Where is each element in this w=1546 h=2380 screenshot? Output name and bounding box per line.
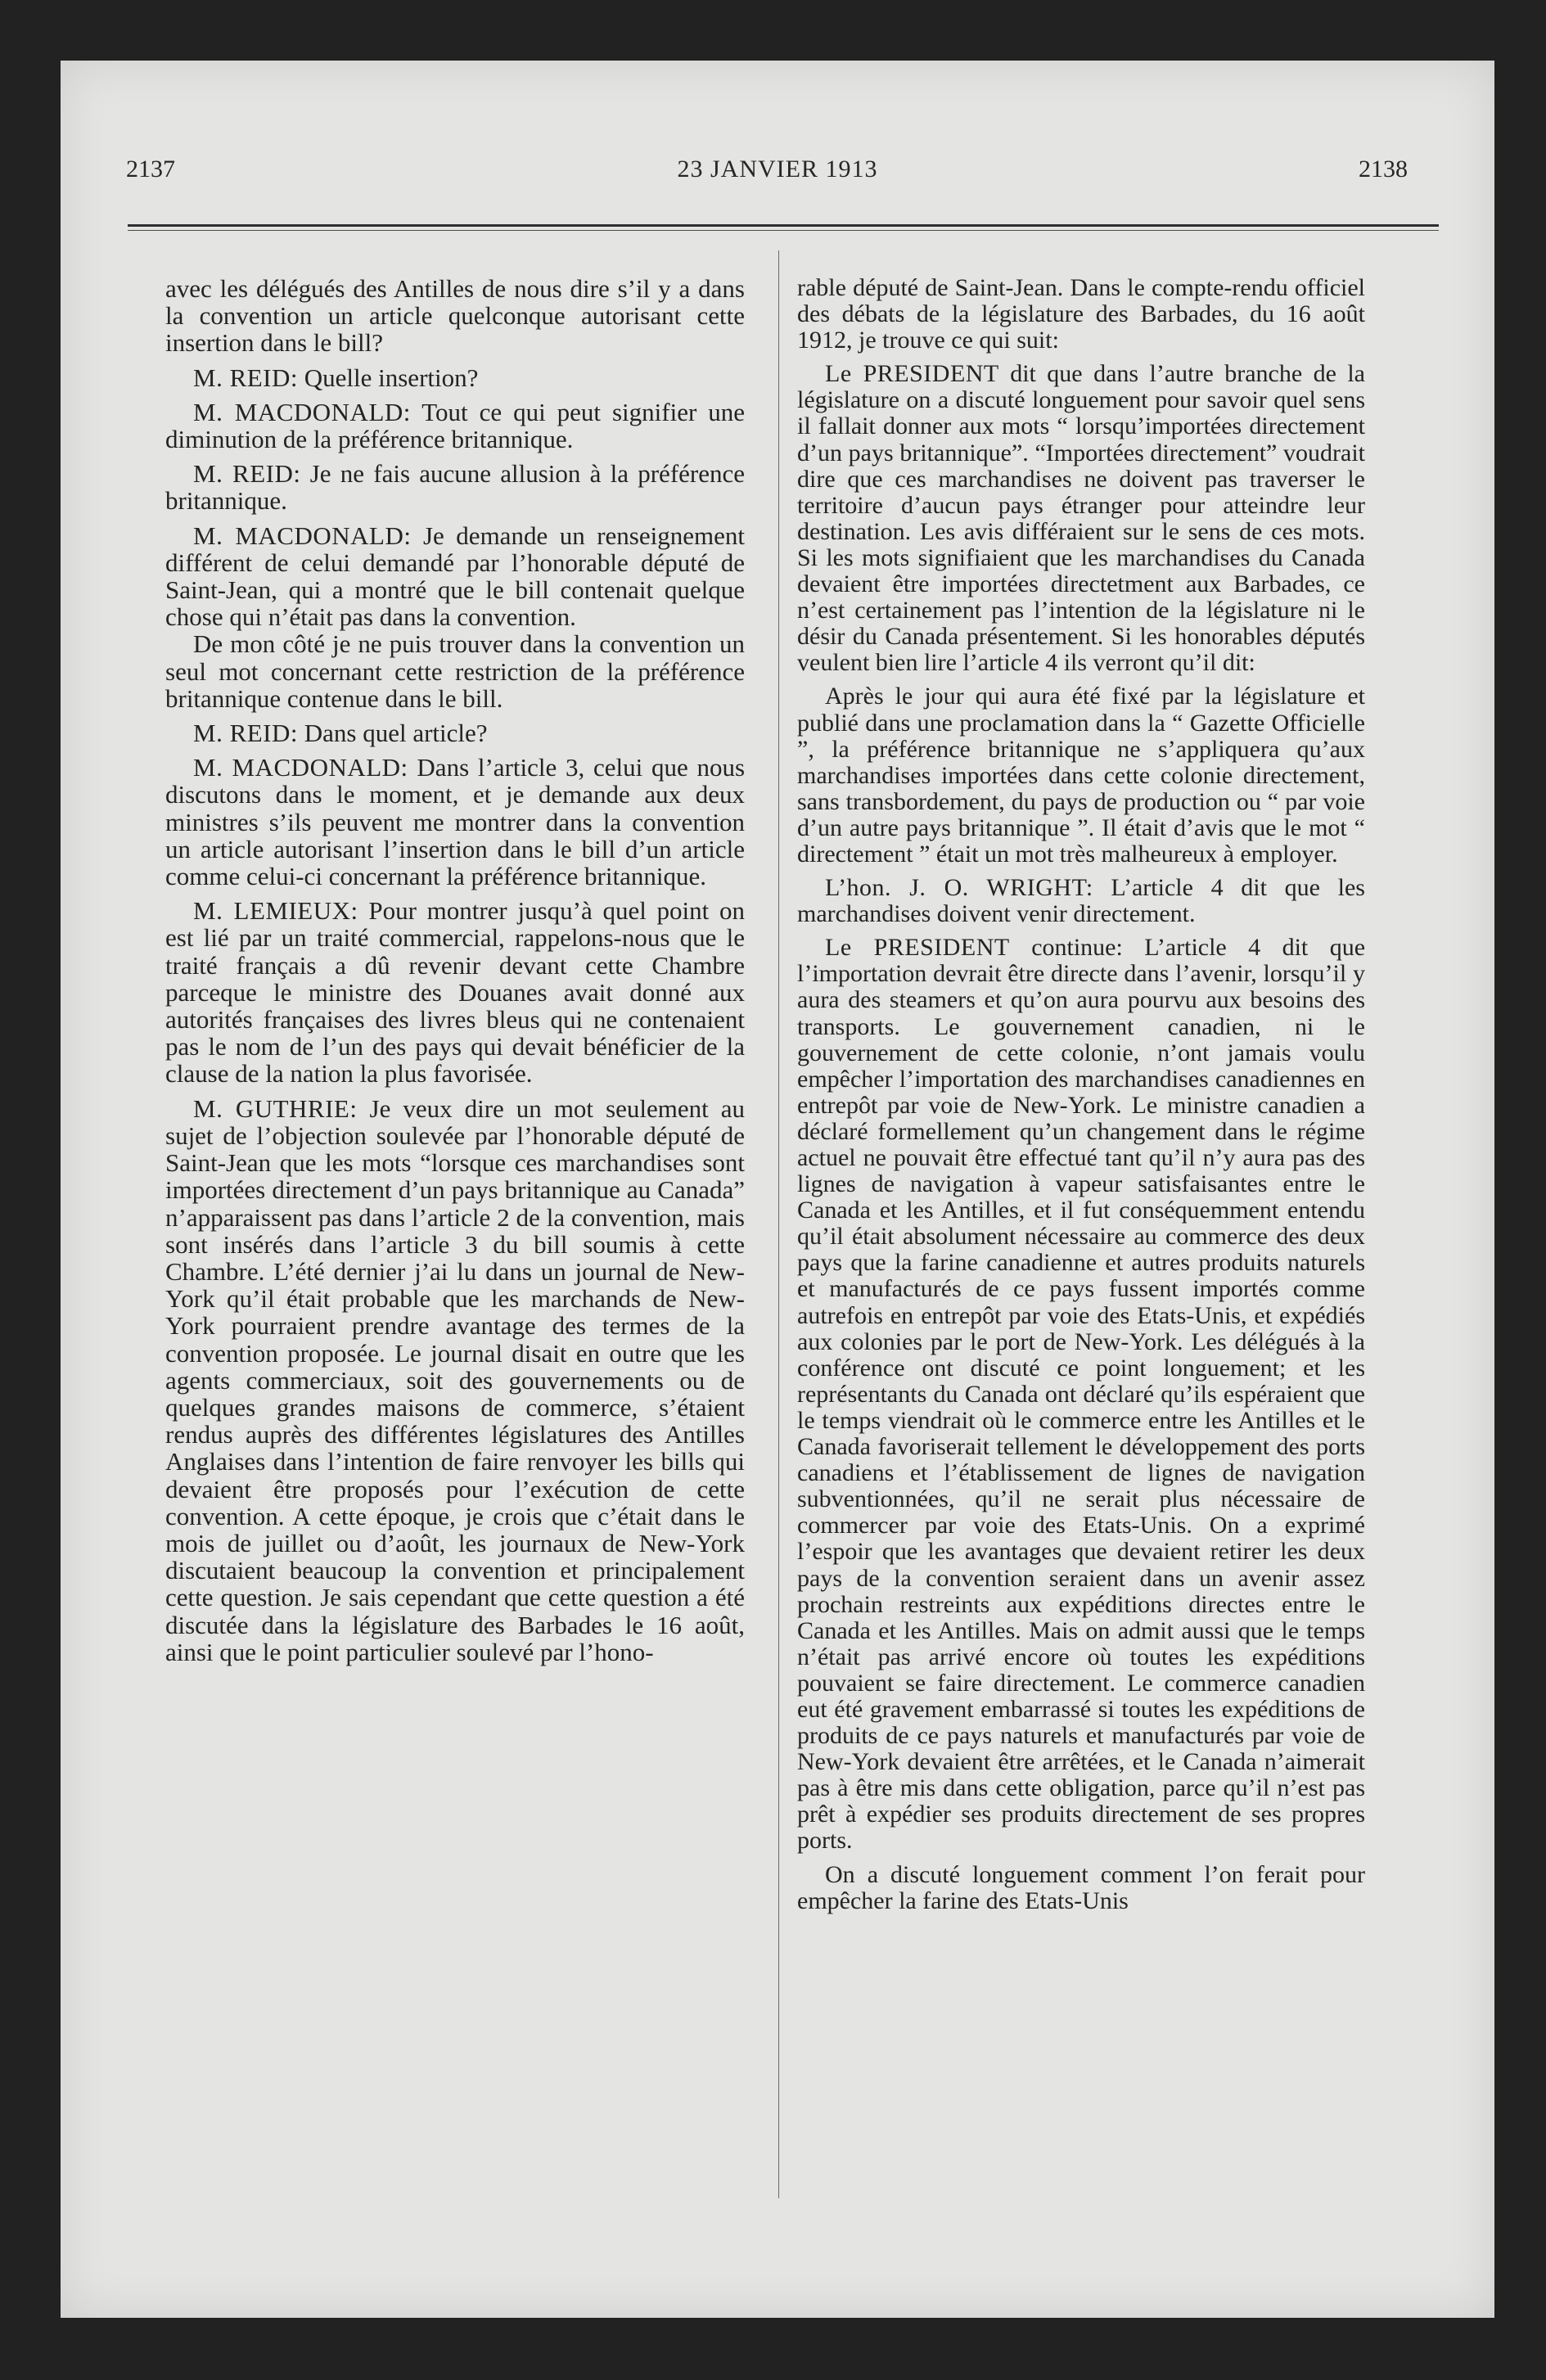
paragraph [165,630,745,712]
paragraph [797,875,1365,927]
paragraph-text: Je ne fais aucune allusion à la préférence britannique. [165,459,746,516]
speaker-name: M. MACDONALD: [193,397,411,426]
paragraph-text: De mon côté je ne puis trouver dans la convention un seul mot concernant cette restriction de la préférence britannique contenue dans le bill. [165,629,745,713]
paragraph-text: Dans quel article? [304,719,488,748]
paragraph [165,364,745,391]
paragraph [165,275,745,357]
page-header [61,61,1494,208]
paragraph-text: On a discuté longuement comment l’on ferait pour empêcher la farine des Etats-Unis [797,1860,1365,1914]
paragraph-text: avec les délégués des Antilles de nous dire s’il y a dans la convention un article quelconque autorisant cette insertion dans le bill? [165,274,745,358]
paragraph-text: dit que dans l’autre branche de la législature on a discuté longuement pour savoir quel sens il fallait donner aux mots “ lorsqu’importées directement d’un pays britannique”. “Importées directement” voudrait dire que ces marchandises ne doivent pas traverser le territoire d’aucun pays étranger pour atteindre leur destination. Les avis différaient sur le sens de ces mots. Si les mots signifiaient que les marchandises du Canada devaient être importées directetment aux Barbades, ce n’est certainement pas l’intention de la législature ni le désir du Canada présentement. Si les honorables députés veulent bien lire l’article 4 ils verront qu’il dit: [797,360,1365,677]
paragraph-text: Pour montrer jusqu’à quel point on est lié par un traité commercial, rappelons-nous que le traité français a dû revenir devant cette Chambre parceque le ministre des Douanes avait donné aux autorités françaises des livres bleus qui ne contenaient pas le nom de l’un des pays qui devait bénéficier de la clause de la nation la plus favorisée. [165,896,745,1089]
paragraph-text: rable député de Saint-Jean. Dans le compte-rendu officiel des débats de la législature des Barbades, du 16 août 1912, je trouve ce qui suit: [797,274,1365,354]
paragraph-text: continue: L’article 4 dit que l’importation devrait être directe dans l’avenir, lorsqu’il y aura des steamers et qu’on aura pourvu aux besoins des transports. Le gouvernement canadien, ni le gouvernement de cette colonie, n’ont jamais voulu empêcher l’importation des marchandises canadiennes en entrepôt par voie de New-York. Le ministre canadien a déclaré formellement qu’un changement dans le régime actuel ne pouvait être effectué tant qu’il n’y aura pas des lignes de navigation à vapeur satisfaisantes entre le Canada et les Antilles, et il fut conséquemment entendu qu’il était absolument nécessaire au commerce des deux pays que la farine canadienne et autres produits naturels et manufacturés de ce pays fussent importés comme autrefois en entrepôt par voie des Etats-Unis, et expédiés aux colonies par le port de New-York. Les délégués à la conférence ont discuté ce point longuement; et les représentants du Canada ont déclaré qu’ils espéraient que le temps viendrait où le commerce entre les Antilles et le Canada favoriserait tellement le développement des ports canadiens et l’établissement de lignes de navigation subventionnées, qu’il ne serait plus nécessaire de commercer par voie des Etats-Unis. On a exprimé l’espoir que les avantages que devaient retirer les deux pays de la convention seraient dans un avenir assez prochain restreints aux expéditions directes entre le Canada et les Antilles. Mais on admit aussi que le temps n’était pas arrivé encore où toutes les expéditions pouvaient se faire directement. Le commerce canadien eut été gravement embarrassé si toutes les expéditions de produits de ce pays naturels et manufacturés par voie de New-York devaient être arrêtées, et le Canada n’aimerait pas à être mis dans cette obligation, parce qu’il n’est pas prêt à expédier ses produits directement de ses propres ports. [797,934,1366,1855]
header-rule-thin [128,230,1439,231]
page-number-left: 2137 [126,156,175,183]
speaker-name: Le PRESIDENT [825,360,999,388]
paragraph-text: Je veux dire un mot seulement au sujet de l’objection soulevée par l’honorable député de Saint-Jean que les mots “lorsque ces marchandises sont importées directement d’un pays britannique au Canada” n’apparaissent pas dans l’article 2 de la convention, mais sont insérés dans l’article 3 du bill soumis à cette Chambre. L’été dernier j’ai lu dans un journal de New-York qu’il était probable que les marchands de New-York pourraient prendre avantage des termes de la convention proposée. Le journal disait en outre que les agents commerciaux, soit des gouvernements ou de quelques grandes maisons de commerce, s’étaient rendus auprès des différentes législatures des Antilles Anglaises dans l’intention de faire renvoyer les bills qui devaient être proposés pour l’exécution de cette convention. A cette époque, je crois que c’était dans le mois de juillet ou d’août, les journaux de New-York discutaient beaucoup la convention et principalement cette question. Je sais cependant que cette question a été discutée dans la législature des Barbades le 16 août, ainsi que le point particulier soulevé par l’hono- [165,1093,746,1666]
speaker-name: M. REID: [193,363,298,392]
speaker-name: M. REID: [193,719,298,748]
paragraph [165,754,745,890]
paragraph [165,719,745,746]
header-rule-thick [128,224,1439,227]
paragraph [165,460,745,514]
paragraph [165,897,745,1087]
column-divider [778,250,779,2198]
speaker-name: M. MACDONALD: [193,521,412,550]
paragraph [165,399,745,453]
paragraph [797,275,1365,354]
paragraph-text: Dans l’article 3, celui que nous discutons dans le moment, et je demande aux deux ministres s’ils peuvent me montrer dans la convention un article autorisant l’insertion dans le bill d’un article comme celui-ci concernant la préférence britannique. [165,753,746,891]
paragraph-text: L’article 4 dit que les marchandises doivent venir directement. [797,874,1365,928]
speaker-name: M. GUTHRIE: [193,1093,358,1123]
right-column [797,275,1365,1922]
speaker-name: M. MACDONALD: [193,753,408,782]
speaker-name: M. REID: [193,459,301,489]
paragraph-text: Je demande un renseignement différent de celui demandé par l’honorable député de Saint-Jean, qui a montré que le bill contenait quelque chose qui n’était pas dans la convention. [165,521,745,632]
paragraph [797,1862,1365,1914]
speaker-name: Le PRESIDENT [825,934,1010,962]
paragraph [797,361,1365,676]
header-date: 23 JANVIER 1913 [677,156,878,183]
paragraph [165,1095,745,1666]
paragraph-text: Tout ce qui peut signifier une diminution de la préférence britannique. [165,397,745,454]
speaker-name: M. LEMIEUX: [193,896,358,926]
speaker-name: L’hon. J. O. WRIGHT: [825,874,1093,902]
paragraph-text: Après le jour qui aura été fixé par la législature et publié dans une proclamation dans la “ Gazette Officielle ”, la préférence britannique ne s’appliquera qu’aux marchandises importées dans cette colonie directement, sans transbordement, du pays de production ou “ par voie d’un autre pays britannique ”. Il était d’avis que le mot “ directement ” était un mot très malheureux à employer. [797,683,1365,868]
page-number-right: 2138 [1359,156,1408,183]
paragraph [797,683,1365,868]
paragraph [797,935,1365,1854]
left-column [165,275,745,1673]
paragraph-text: Quelle insertion? [304,363,479,392]
document-page [61,61,1494,2318]
paragraph [165,522,745,631]
